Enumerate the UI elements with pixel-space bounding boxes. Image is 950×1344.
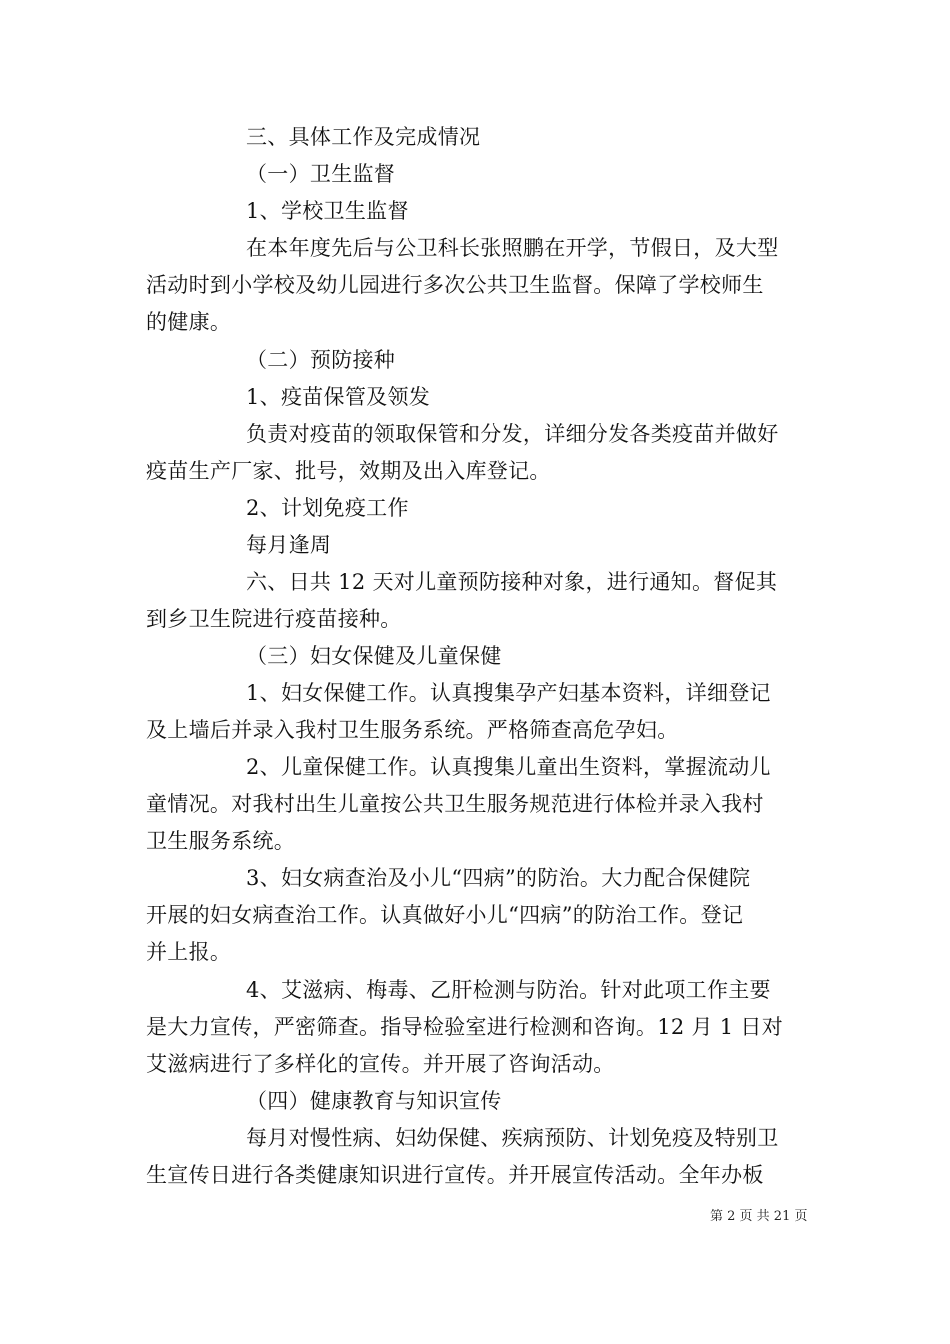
paragraph-line: 六、日共 12 天对儿童预防接种对象，进行通知。督促其 (246, 570, 778, 594)
paragraph-line: 并上报。 (146, 940, 232, 964)
paragraph-line: 2、儿童保健工作。认真搜集儿童出生资料，掌握流动儿 (246, 755, 771, 779)
paragraph-line: 4、艾滋病、梅毒、乙肝检测与防治。针对此项工作主要 (246, 978, 771, 1002)
paragraph-line: 开展的妇女病查治工作。认真做好小儿“四病”的防治工作。登记 (146, 903, 744, 927)
paragraph-line: 及上墙后并录入我村卫生服务系统。严格筛查高危孕妇。 (146, 718, 679, 742)
page-number-footer: 第 2 页 共 21 页 (710, 1209, 808, 1224)
paragraph-line: 生宣传日进行各类健康知识进行宣传。并开展宣传活动。全年办板 (146, 1163, 764, 1187)
paragraph-line: 艾滋病进行了多样化的宣传。并开展了咨询活动。 (146, 1052, 615, 1076)
paragraph-line: 童情况。对我村出生儿童按公共卫生服务规范进行体检并录入我村 (146, 792, 764, 816)
item-school-supervision: 1、学校卫生监督 (246, 199, 409, 223)
paragraph-line: 3、妇女病查治及小儿“四病”的防治。大力配合保健院 (246, 866, 751, 890)
paragraph-line: 的健康。 (146, 310, 232, 334)
paragraph-line: 每月对慢性病、妇幼保健、疾病预防、计划免疫及特别卫 (246, 1126, 779, 1150)
subheading-health-education: （四）健康教育与知识宣传 (246, 1089, 502, 1113)
subheading-maternal-child: （三）妇女保健及儿童保健 (246, 644, 502, 668)
paragraph-line: 疫苗生产厂家、批号，效期及出入库登记。 (146, 459, 551, 483)
paragraph-line: 是大力宣传，严密筛查。指导检验室进行检测和咨询。12 月 1 日对 (146, 1015, 784, 1039)
item-immunization: 2、计划免疫工作 (246, 496, 409, 520)
subheading-supervision: （一）卫生监督 (246, 162, 396, 186)
paragraph-line: 负责对疫苗的领取保管和分发，详细分发各类疫苗并做好 (246, 422, 779, 446)
paragraph-line: 在本年度先后与公卫科长张照鹏在开学，节假日，及大型 (246, 236, 779, 260)
paragraph-line: 到乡卫生院进行疫苗接种。 (146, 607, 402, 631)
item-vaccine-storage: 1、疫苗保管及领发 (246, 385, 431, 409)
section-heading-3: 三、具体工作及完成情况 (246, 125, 481, 149)
paragraph-line: 1、妇女保健工作。认真搜集孕产妇基本资料，详细登记 (246, 681, 771, 705)
paragraph-line: 卫生服务系统。 (146, 829, 296, 853)
subheading-vaccination: （二）预防接种 (246, 348, 396, 372)
paragraph-line: 每月逢周 (246, 533, 332, 557)
paragraph-line: 活动时到小学校及幼儿园进行多次公共卫生监督。保障了学校师生 (146, 273, 764, 297)
